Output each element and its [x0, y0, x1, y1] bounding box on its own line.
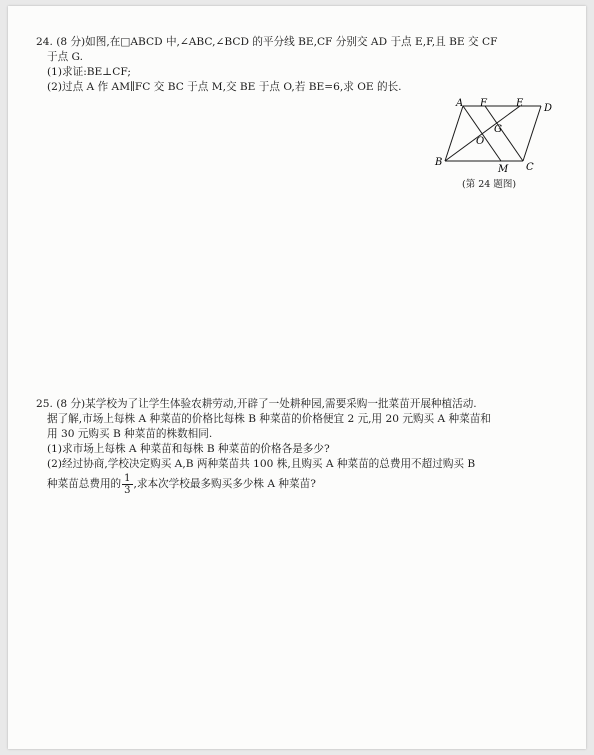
q24-stem-line1: 24. (8 分)如图,在□ABCD 中,∠ABC,∠BCD 的平分线 BE,CF 分别交 AD 于点 E,F,且 BE 交 CF [36, 36, 498, 48]
segment-CF [485, 106, 523, 161]
q24-stem-line2: 于点 G. [47, 51, 84, 63]
q24-part2: (2)过点 A 作 AM∥FC 交 BC 于点 M,交 BE 于点 O,若 BE=6,求 OE 的长. [47, 81, 402, 93]
label-M: M [498, 164, 509, 175]
exam-page [8, 6, 586, 749]
label-B: B [435, 157, 443, 168]
label-G: G [494, 124, 502, 135]
segment-DC [523, 106, 541, 161]
q24-part1: (1)求证:BE⊥CF; [47, 66, 131, 78]
q25-part2-line2 [36, 472, 566, 496]
label-F: F [480, 98, 487, 109]
fraction-numerator: 1 [124, 472, 131, 484]
label-O: O [476, 136, 485, 147]
q25-part2-text-before: 种菜苗总费用的 [47, 478, 122, 490]
question-25 [36, 397, 566, 496]
q25-part2-text-after: ,求本次学校最多购买多少株 A 种菜苗? [133, 478, 316, 490]
label-E: E [516, 98, 524, 109]
q25-part2-line1: (2)经过协商,学校决定购买 A,B 两种菜苗共 100 株,且购买 A 种菜苗的总费用不超过购买 B [47, 458, 476, 470]
label-D: D [544, 103, 553, 114]
q25-part1: (1)求市场上每株 A 种菜苗和每株 B 种菜苗的价格各是多少? [47, 443, 330, 455]
label-C: C [526, 162, 534, 173]
question-24 [36, 35, 566, 95]
q24-figure-caption: (第 24 题图) [462, 179, 517, 190]
label-A: A [456, 98, 464, 109]
q25-stem-line1: 25. (8 分)某学校为了让学生体验农耕劳动,开辟了一处耕种园,需要采购一批菜苗开展种植活动. [36, 398, 477, 410]
segment-AB [445, 106, 463, 161]
q25-stem-line2: 据了解,市场上每株 A 种菜苗的价格比每株 B 种菜苗的价格便宜 2 元,用 20 元购买 A 种菜苗和 [47, 413, 491, 425]
fraction-denominator: 3 [124, 484, 131, 496]
q25-stem-line3: 用 30 元购买 B 种菜苗的株数相同. [47, 428, 213, 440]
fraction-one-third [122, 473, 132, 496]
